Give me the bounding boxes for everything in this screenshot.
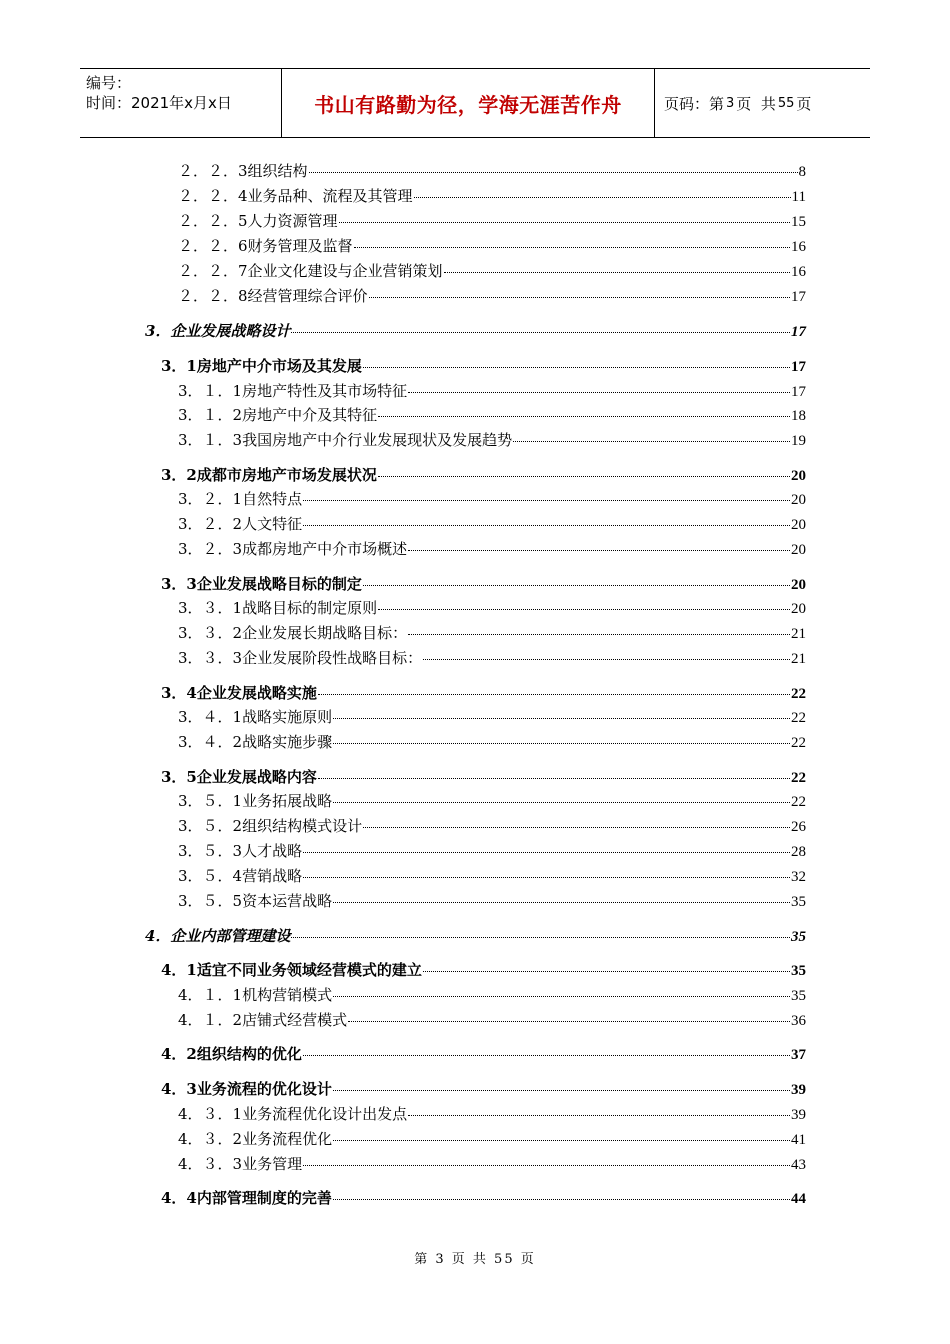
toc-entry[interactable]: 3．２．1自然特点 20	[178, 490, 806, 508]
toc-entry[interactable]: ２．２．3组织结构 8	[178, 162, 806, 180]
toc-section-entry[interactable]: 3．2成都市房地产市场发展状况 20	[161, 466, 806, 484]
toc-entry[interactable]: 4．３．3业务管理 43	[178, 1155, 806, 1173]
page-header	[80, 68, 870, 138]
page-current: 3	[726, 95, 735, 111]
toc-entry[interactable]: 3．５．4营销战略 32	[178, 867, 806, 885]
toc-entry[interactable]: ２．２．7企业文化建设与企业营销策划 16	[178, 262, 806, 280]
toc-entry[interactable]: 4．１．2店铺式经营模式 36	[178, 1011, 806, 1029]
header-slogan: 书山有路勤为径，学海无涯苦作舟	[314, 92, 622, 117]
toc-section-entry[interactable]: 3．5企业发展战略内容 22	[161, 768, 806, 786]
page-prefix: 页码：第	[664, 94, 725, 113]
toc-entry[interactable]: ２．２．5人力资源管理 15	[178, 212, 806, 230]
header-slogan-cell	[282, 69, 655, 137]
toc-entry[interactable]: 3．５．1业务拓展战略 22	[178, 792, 806, 810]
toc-entry[interactable]: 4．１．1机构营销模式 35	[178, 986, 806, 1004]
toc-chapter-entry[interactable]: 3．企业发展战略设计 17	[145, 322, 806, 340]
toc-entry[interactable]: 3．１．2房地产中介及其特征 18	[178, 406, 806, 424]
toc-section-entry[interactable]: 4．3业务流程的优化设计 39	[161, 1080, 806, 1098]
document-time-label: 时间：2021年x月x日	[86, 94, 232, 112]
toc-entry[interactable]: ２．２．8经营管理综合评价 17	[178, 287, 806, 305]
toc-chapter-entry[interactable]: 4．企业内部管理建设 35	[145, 927, 806, 945]
toc-entry[interactable]: 3．４．2战略实施步骤 22	[178, 733, 806, 751]
toc-section-entry[interactable]: 3．3企业发展战略目标的制定 20	[161, 575, 806, 593]
toc-entry[interactable]: 3．５．5资本运营战略 35	[178, 892, 806, 910]
toc-section-entry[interactable]: 4．1适宜不同业务领域经营模式的建立 35	[161, 961, 806, 979]
toc-entry[interactable]: ２．２．4业务品种、流程及其管理 11	[178, 187, 806, 205]
toc-entry[interactable]: 3．５．2组织结构模式设计 26	[178, 817, 806, 835]
toc-entry[interactable]: 3．３．2企业发展长期战略目标： 21	[178, 624, 806, 642]
toc-entry[interactable]: 3．２．2人文特征 20	[178, 515, 806, 533]
toc-entry[interactable]: 3．２．3成都房地产中介市场概述 20	[178, 540, 806, 558]
page-suffix: 页	[796, 94, 812, 113]
header-info-cell	[80, 69, 282, 137]
toc-entry[interactable]: 4．３．1业务流程优化设计出发点 39	[178, 1105, 806, 1123]
toc-entry[interactable]: 3．１．3我国房地产中介行业发展现状及发展趋势 19	[178, 431, 806, 449]
header-page-cell	[654, 69, 870, 137]
document-number-label: 编号：	[86, 74, 132, 92]
toc-section-entry[interactable]: 3．1房地产中介市场及其发展 17	[161, 357, 806, 375]
toc-section-entry[interactable]: 3．4企业发展战略实施 22	[161, 684, 806, 702]
toc-entry[interactable]: ２．２．6财务管理及监督 16	[178, 237, 806, 255]
toc-entry[interactable]: 4．３．2业务流程优化 41	[178, 1130, 806, 1148]
page-middle: 页 共	[736, 94, 776, 113]
toc-entry[interactable]: 3．１．1房地产特性及其市场特征 17	[178, 382, 806, 400]
toc-entry[interactable]: 3．５．3人才战略 28	[178, 842, 806, 860]
toc-entry[interactable]: 3．３．1战略目标的制定原则 20	[178, 599, 806, 617]
page-footer: 第 3 页 共 55 页	[414, 1252, 536, 1267]
toc-section-entry[interactable]: 4．2组织结构的优化 37	[161, 1045, 806, 1063]
toc-entry[interactable]: 3．３．3企业发展阶段性战略目标： 21	[178, 649, 806, 667]
toc-section-entry[interactable]: 4．4内部管理制度的完善 44	[161, 1189, 806, 1207]
toc-entry[interactable]: 3．４．1战略实施原则 22	[178, 708, 806, 726]
page-total: 55	[777, 95, 795, 111]
